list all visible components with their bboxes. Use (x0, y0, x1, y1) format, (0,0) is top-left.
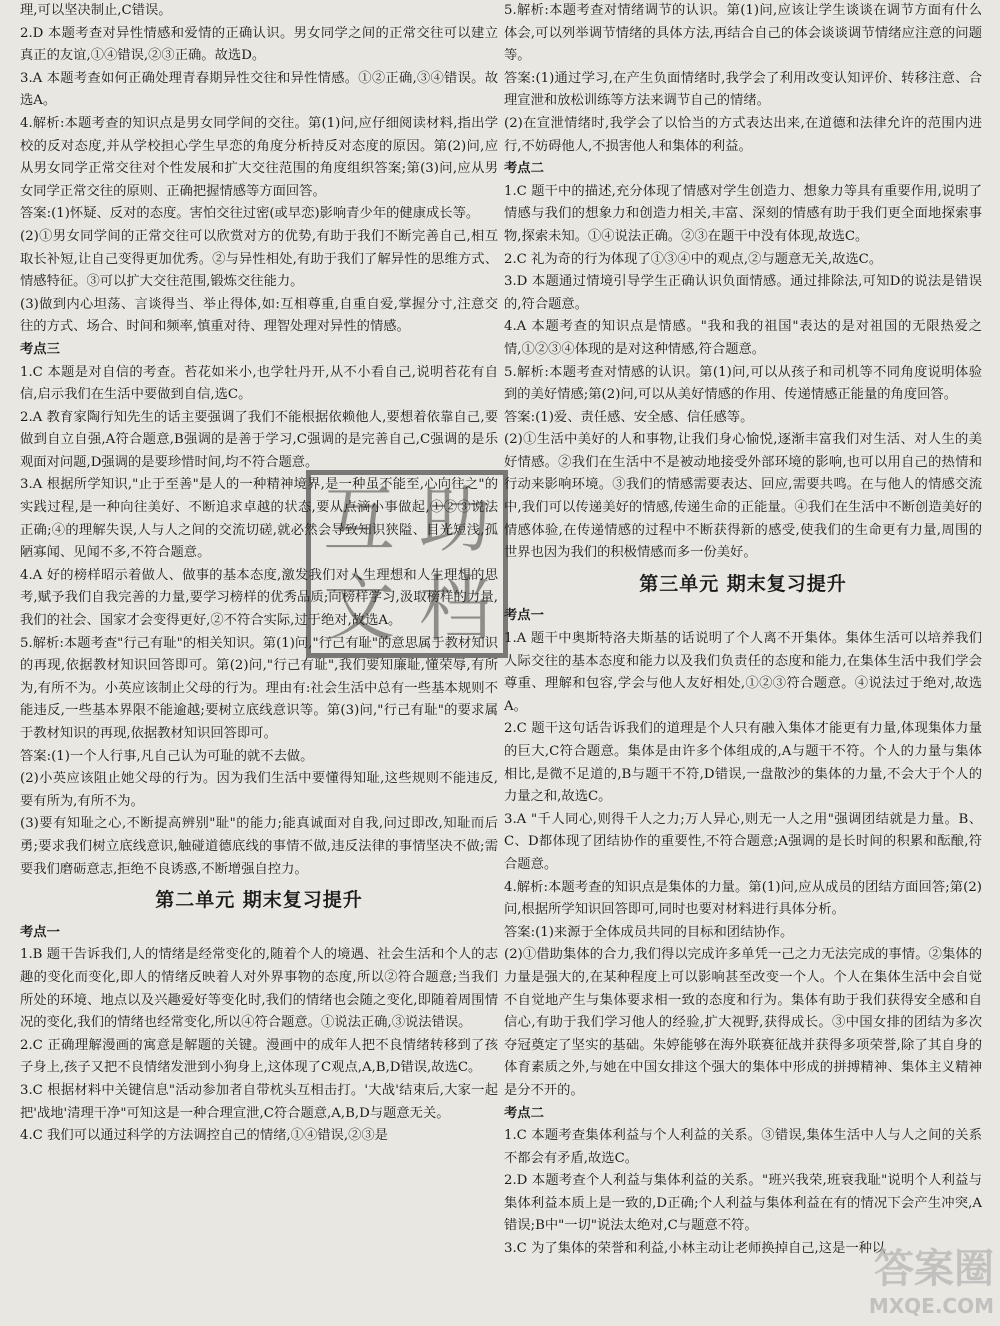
paragraph: 理,可以坚决制止,C错误。 (20, 3, 172, 18)
paragraph: 2.A 教育家陶行知先生的话主要强调了我们不能根据依赖他人,要想着依靠自己,要做到自立自强,A符合题意,B强调的是善于学习,C强调的是完善自己,C强调的是乐观面对问题,D强调的是要珍惜时间,均不符合题意。 (20, 409, 498, 470)
paragraph: 5.解析:本题考查对情感的认识。第(1)问,可以从孩子和司机等不同角度说明体验到的美好情感;第(2)问,可以从美好情感的作用、传递情感正能量的角度回答。 (504, 364, 982, 403)
paragraph: 5.解析:本题考查"行己有耻"的相关知识。第(1)问,"行己有耻"的意思属于教材知识的再现,依据教材知识回答即可。第(2)问,"行己有耻",我们要知廉耻,懂荣辱,有所为,有所不为。小英应该制止父母的行为。理由有:社会生活中总有一些基本规则不能违反,一些基本界限不能逾越;要树立底线意识等。第(3)问,"行己有耻"的要求属于教材知识的再现,依据教材知识回答即可。 (20, 635, 498, 741)
paragraph: 1.A 题干中奥斯特洛夫斯基的话说明了个人离不开集体。集体生活可以培养我们人际交往的基本态度和能力以及我们负责任的态度和能力,在集体生活中我们学会尊重、理解和包容,学会与他人友好相处,①②③符合题意。④说法过于绝对,故选A。 (504, 631, 982, 714)
paragraph: 4.A 好的榜样昭示着做人、做事的基本态度,激发我们对人生理想和人生理想的思考,赋予我们自我完善的力量,要学习榜样的优秀品质;向榜样学习,汲取榜样的力量,我们的社会、国家才会变得更好,②不符合实际,过于绝对,故选A。 (20, 567, 498, 629)
stamp-char: 档 (418, 566, 491, 651)
paragraph: (2)小英应该阻止她父母的行为。因为我们生活中要懂得知耻,这些规则不能违反,要有所为,有所不为。 (20, 771, 498, 809)
paragraph: (3)做到内心坦荡、言谈得当、举止得体,如:互相尊重,自重自爱,掌握分寸,注意交往的方式、场合、时间和频率,慎重对待、理智处理对异性的情感。 (20, 296, 498, 335)
paragraph: 2.C 礼为奇的行为体现了①③④中的观点,②与题意无关,故选C。 (504, 251, 883, 267)
section-heading: 考点一 (20, 924, 60, 940)
paragraph: (2)①借助集体的合力,我们得以完成许多单凭一己之力无法完成的事情。②集体的力量是强大的,在某种程度上可以影响甚至改变一个人。个人在集体生活中会自觉不自觉地产生与集体要求相一致的态度和行为。集体有助于我们获得安全感和自信心,有助于我们学习他人的经验,扩大视野,获得成长。③中国女排的团结为多次夺冠奠定了坚实的基础。朱婷能够在海外联赛征战并获得多项荣誉,除了其自身的体育素质之外,与她在中国女排这个强大的集体中形成的拼搏精神、集体主义精神是分不开的。 (504, 947, 982, 1098)
paragraph: 答案:(1)爱、责任感、安全感、信任感等。 (504, 409, 754, 425)
section-heading: 考点二 (504, 1105, 544, 1121)
paragraph: (2)在宣泄情绪时,我学会了以恰当的方式表达出来,在道德和法律允许的范围内进行,不妨碍他人,不损害他人和集体的利益。 (504, 115, 982, 154)
section-heading: 考点二 (504, 161, 544, 177)
right-column (504, 0, 982, 1261)
paragraph: 2.C 题干这句话告诉我们的道理是个人只有融入集体才能更有力量,体现集体力量的巨大,C符合题意。集体是由许多个体组成的,A与题干不符。个人的力量与集体相比,是微不足道的,B与题干不符,D错误,一盘散沙的集体的力量,不会大于个人的力量之和,故选C。 (504, 721, 982, 805)
paragraph: 3.A 本题考查如何正确处理青春期异性交往和异性情感。①②正确,③④错误。故选A。 (20, 70, 498, 109)
paragraph: 答案:(1)通过学习,在产生负面情绪时,我学会了利用改变认知评价、转移注意、合理宣泄和放松训练等方法来调节自己的情绪。 (504, 70, 982, 109)
paragraph: 3.A 根据所学知识,"止于至善"是人的一种精神境界,是一种虽不能至,心向往之"的实践过程,是一种向往美好、不断追求卓越的状态,要从点滴小事做起,①②③说法正确;④的理解失误,人与人之间的交流切磋,就必然会导致知识狭隘、目光短浅,孤陋寡闻、见闻不多,不符合题意。 (20, 477, 498, 561)
paragraph: 2.C 正确理解漫画的寓意是解题的关键。漫画中的成年人把不良情绪转移到了孩子身上,孩子又把不良情绪发泄到小狗身上,这体现了C观点,A,B,D错误,故选C。 (20, 1037, 498, 1076)
paragraph: 1.B 题干告诉我们,人的情绪是经常变化的,随着个人的境遇、社会生活和个人的志趣的变化而变化,即人的情绪反映着人对外界事物的态度,所以②符合题意;当我们所处的环境、地点以及兴趣爱好等变化时,我们的情绪也会随之变化,即随着周围情况的变化,我们的情绪也经常变化,所以④符合题意。①说法正确,③说法错误。 (20, 947, 498, 1031)
watermark-logo: 答案圈 (874, 1246, 994, 1292)
paragraph: 5.解析:本题考查对情绪调节的认识。第(1)问,应该让学生谈谈在调节方面有什么体会,可以列举调节情绪的具体方法,再结合自己的体会谈谈调节情绪应注意的问题等。 (504, 3, 982, 64)
paragraph: 1.C 本题是对自信的考查。苔花如米小,也学牡丹开,从不小看自己,说明苔花有自信,启示我们在生活中要做到自信,选C。 (20, 364, 498, 403)
paragraph: 1.C 题干中的描述,充分体现了情感对学生创造力、想象力等具有重要作用,说明了情感与我们的想象力和创造力相关,丰富、深刻的情感有助于我们更全面地探索事物,探索未知。①④说法正确。②③在题干中没有体现,故选C。 (504, 183, 982, 244)
paragraph: 1.C 本题考查集体利益与个人利益的关系。③错误,集体生活中人与人之间的关系不都会有矛盾,故选C。 (504, 1128, 982, 1166)
paragraph: 2.D 本题考查个人利益与集体利益的关系。"班兴我荣,班衰我耻"说明个人利益与集体利益本质上是一致的,D正确;个人利益与集体利益在有的情况下会产生冲突,A错误;B中"一切"说法太绝对,C与题意不符。 (504, 1173, 982, 1234)
stamp-char: 助 (418, 477, 491, 562)
unit-title: 第三单元 期末复习提升 (639, 572, 847, 595)
paragraph: 3.A "千人同心,则得千人之力;万人异心,则无一人之用"强调团结就是力量。B、C、D都体现了团结协作的重要性,不符合题意;A强调的是长时间的积累和酝酿,符合题意。 (504, 811, 982, 872)
stamp-char: 文 (322, 566, 395, 651)
section-heading: 考点三 (20, 341, 60, 357)
paragraph: 答案:(1)来源于全体成员共同的目标和团结协作。 (504, 924, 794, 940)
paragraph: 3.C 为了集体的荣誉和利益,小林主动让老师换掉自己,这是一种以 (504, 1241, 886, 1257)
paragraph: 4.解析:本题考查的知识点是男女同学间的交往。第(1)问,应仔细阅读材料,指出学校的反对态度,并从学校担心学生早恋的角度分析持反对态度的原因。第(2)问,应从男女同学正常交往对个性发展和扩大交往范围的角度组织答案;第(3)问,应从男女同学正常交往的原则、正确把握情感等方面回答。 (20, 115, 498, 199)
watermark-url: MXQE.COM (868, 1294, 994, 1318)
paragraph: 3.D 本题通过情境引导学生正确认识负面情感。通过排除法,可知D的说法是错误的,符合题意。 (504, 274, 982, 312)
stamp-watermark (306, 470, 508, 658)
paragraph: 4.C 我们可以通过科学的方法调控自己的情绪,①④错误,②③是 (20, 1128, 388, 1144)
paragraph: 答案:(1)怀疑、反对的态度。害怕交往过密(或早恋)影响青少年的健康成长等。 (20, 206, 480, 222)
paragraph: (2)①男女同学间的正常交往可以欣赏对方的优势,有助于我们不断完善自己,相互取长补短,让自己变得更加优秀。②与异性相处,有助于我们了解异性的思维方式、情感特征。③可以扩大交往范围,锻炼交往能力。 (20, 228, 498, 290)
paragraph: 2.D 本题考查对异性情感和爱情的正确认识。男女同学之间的正常交往可以建立真正的友谊,①④错误,②③正确。故选D。 (20, 25, 498, 64)
paragraph: 答案:(1)一个人行事,凡自己认为可耻的就不去做。 (20, 748, 314, 764)
stamp-char: 互 (322, 477, 395, 562)
paragraph: (2)①生活中美好的人和事物,让我们身心愉悦,逐渐丰富我们对生活、对人生的美好情感。②我们在生活中不是被动地接受外部环境的影响,也可以用自己的热情和行动来影响环境。③我们的情感需要表达、回应,需要共鸣。在与他人的情感交流中,我们可以传递美好的情感,传递生命的正能量。④我们在生活中不断创造美好的情感体验,在传递情感的过程中不断获得新的感受,使我们的生命更有力量,周围的世界也因为我们的积极情感而多一份美好。 (504, 432, 982, 561)
section-heading: 考点一 (504, 608, 544, 624)
paragraph: 4.A 本题考查的知识点是情感。"我和我的祖国"表达的是对祖国的无限热爱之情,①②③④体现的是对这种情感,符合题意。 (504, 319, 982, 357)
paragraph: (3)要有知耻之心,不断提高辨别"耻"的能力;能真诚面对自我,问过即改,知耻而后勇;要求我们树立底线意识,触碰道德底线的事情不做,违反法律的事情坚决不做;需要我们磨砺意志,拒绝不良诱惑,不断增强自控力。 (20, 816, 498, 877)
paragraph: 4.解析:本题考查的知识点是集体的力量。第(1)问,应从成员的团结方面回答;第(2)问,根据所学知识回答即可,同时也要对材料进行具体分析。 (504, 879, 982, 918)
paragraph: 3.C 根据材料中关键信息"活动参加者自带枕头互相击打。'大战'结束后,大家一起把'战地'清理干净"可知这是一种合理宣泄,C符合题意,A,B,D与题意无关。 (20, 1082, 498, 1121)
site-watermark (869, 1237, 994, 1318)
unit-title: 第二单元 期末复习提升 (155, 889, 363, 912)
